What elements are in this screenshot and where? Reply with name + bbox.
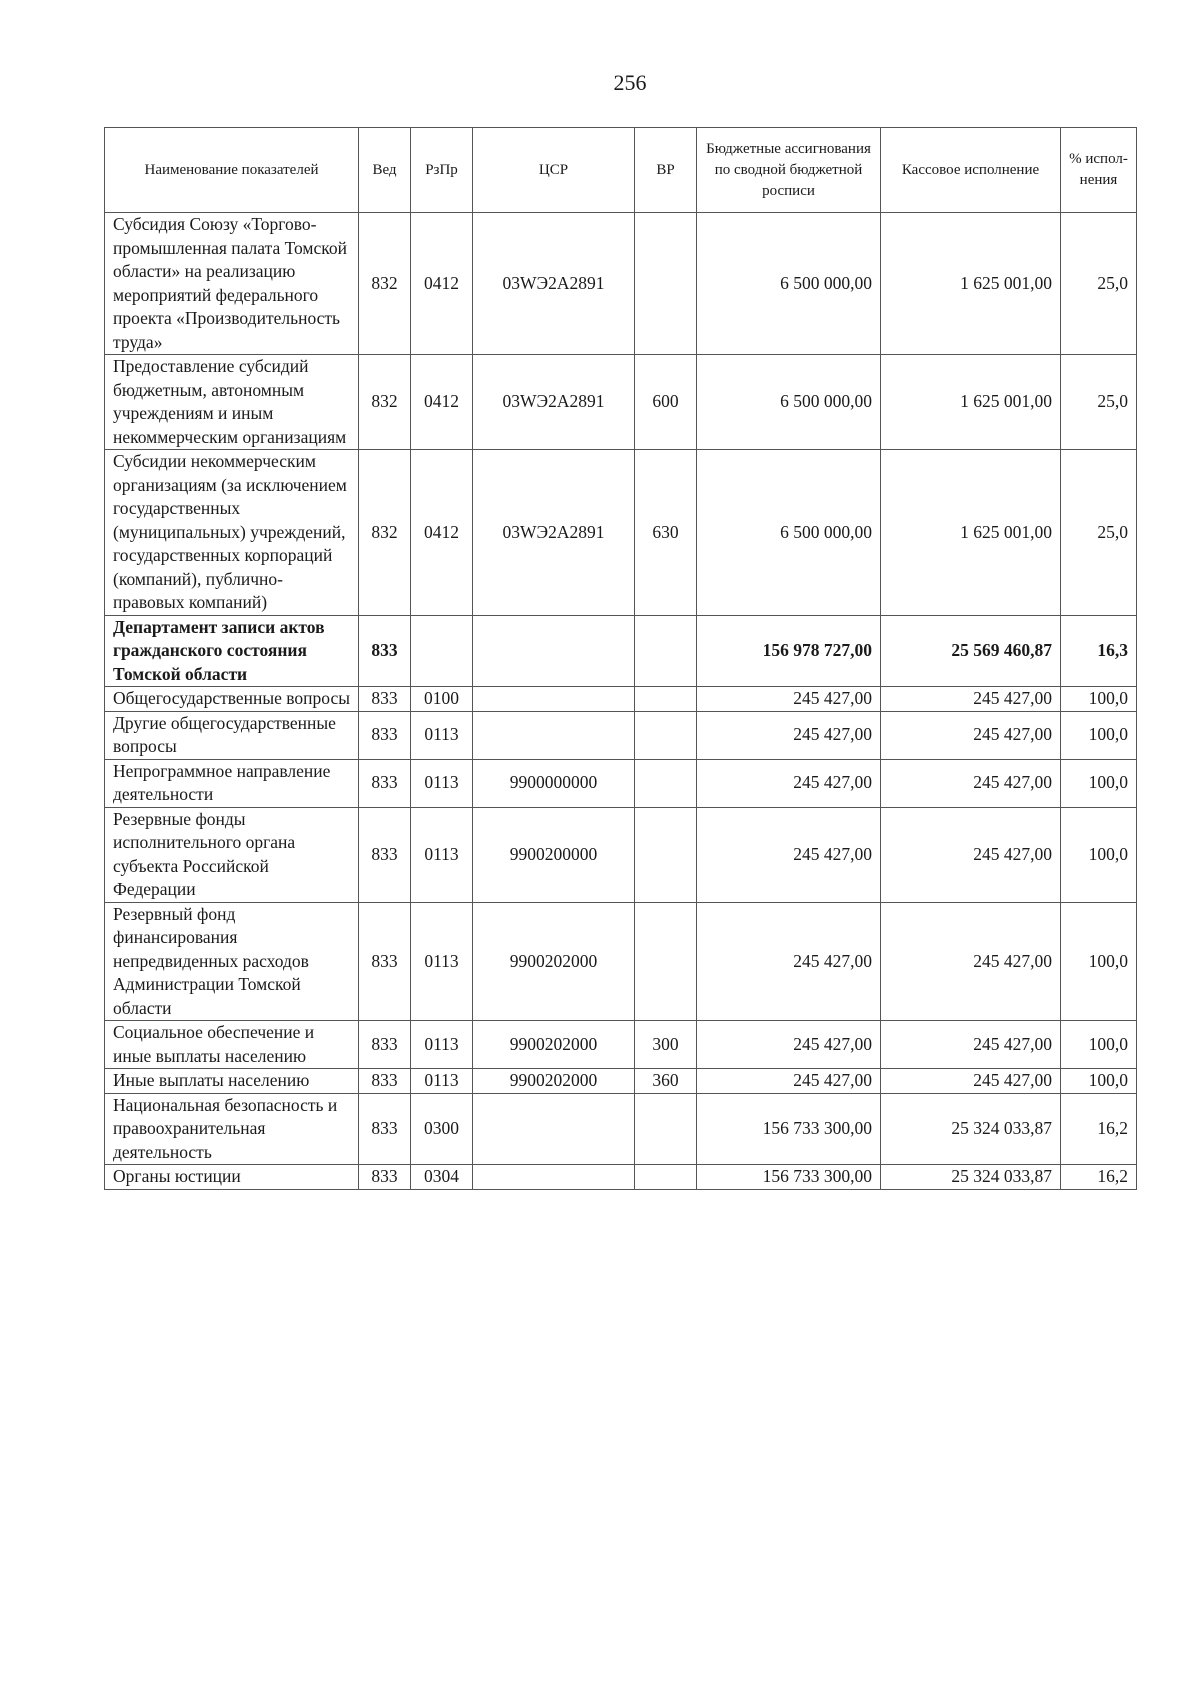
header-csr: ЦСР bbox=[473, 128, 635, 213]
row-pct-cell: 100,0 bbox=[1061, 807, 1137, 902]
header-ved: Вед bbox=[359, 128, 411, 213]
row-rzpr-cell: 0412 bbox=[411, 450, 473, 616]
row-budget-cell: 156 978 727,00 bbox=[697, 615, 881, 687]
row-budget-cell: 245 427,00 bbox=[697, 711, 881, 759]
row-ved-cell: 832 bbox=[359, 450, 411, 616]
row-pct-cell: 25,0 bbox=[1061, 355, 1137, 450]
table-row bbox=[105, 687, 1137, 712]
row-csr-cell bbox=[473, 687, 635, 712]
row-vr-cell: 630 bbox=[635, 450, 697, 616]
row-csr-cell bbox=[473, 615, 635, 687]
row-ved-cell: 833 bbox=[359, 687, 411, 712]
table-row bbox=[105, 1165, 1137, 1190]
row-vr-cell bbox=[635, 902, 697, 1021]
row-name-cell: Иные выплаты населению bbox=[105, 1069, 359, 1094]
row-name-cell: Общегосударственные вопросы bbox=[105, 687, 359, 712]
row-vr-cell bbox=[635, 615, 697, 687]
row-vr-cell bbox=[635, 687, 697, 712]
table-row bbox=[105, 450, 1137, 616]
row-name-cell: Национальная безопасность и правоохранительная деятельность bbox=[105, 1093, 359, 1165]
row-name-cell: Субсидия Союзу «Торгово-промышленная палата Томской области» на реализацию мероприятий федерального проекта «Производительность труда» bbox=[105, 213, 359, 355]
table-row bbox=[105, 1093, 1137, 1165]
row-pct-cell: 100,0 bbox=[1061, 687, 1137, 712]
row-cash-cell: 1 625 001,00 bbox=[881, 450, 1061, 616]
row-ved-cell: 833 bbox=[359, 759, 411, 807]
row-name-cell: Предоставление субсидий бюджетным, автономным учреждениям и иным некоммерческим организациям bbox=[105, 355, 359, 450]
row-budget-cell: 6 500 000,00 bbox=[697, 355, 881, 450]
row-budget-cell: 245 427,00 bbox=[697, 1069, 881, 1094]
row-pct-cell: 100,0 bbox=[1061, 759, 1137, 807]
row-name-cell: Непрограммное направление деятельности bbox=[105, 759, 359, 807]
row-csr-cell: 03WЭ2А2891 bbox=[473, 355, 635, 450]
header-rzpr: РзПр bbox=[411, 128, 473, 213]
table-row bbox=[105, 807, 1137, 902]
row-csr-cell: 03WЭ2А2891 bbox=[473, 213, 635, 355]
table-header-row bbox=[105, 128, 1137, 213]
header-cash: Кассовое исполнение bbox=[881, 128, 1061, 213]
row-budget-cell: 156 733 300,00 bbox=[697, 1165, 881, 1190]
row-ved-cell: 832 bbox=[359, 355, 411, 450]
row-ved-cell: 833 bbox=[359, 807, 411, 902]
row-cash-cell: 25 324 033,87 bbox=[881, 1093, 1061, 1165]
header-budget: Бюджетные ассигнования по сводной бюджетной росписи bbox=[697, 128, 881, 213]
row-rzpr-cell: 0412 bbox=[411, 213, 473, 355]
row-cash-cell: 245 427,00 bbox=[881, 1021, 1061, 1069]
row-cash-cell: 1 625 001,00 bbox=[881, 213, 1061, 355]
row-budget-cell: 245 427,00 bbox=[697, 902, 881, 1021]
row-name-cell: Органы юстиции bbox=[105, 1165, 359, 1190]
row-cash-cell: 245 427,00 bbox=[881, 687, 1061, 712]
row-pct-cell: 100,0 bbox=[1061, 711, 1137, 759]
row-name-cell: Другие общегосударственные вопросы bbox=[105, 711, 359, 759]
page-number: 256 bbox=[613, 70, 647, 95]
row-cash-cell: 1 625 001,00 bbox=[881, 355, 1061, 450]
row-rzpr-cell: 0113 bbox=[411, 1069, 473, 1094]
row-pct-cell: 25,0 bbox=[1061, 450, 1137, 616]
table-row bbox=[105, 759, 1137, 807]
row-pct-cell: 100,0 bbox=[1061, 902, 1137, 1021]
row-csr-cell: 9900000000 bbox=[473, 759, 635, 807]
row-ved-cell: 833 bbox=[359, 711, 411, 759]
row-cash-cell: 25 569 460,87 bbox=[881, 615, 1061, 687]
budget-execution-table bbox=[104, 127, 1137, 1190]
row-name-cell: Субсидии некоммерческим организациям (за исключением государственных (муниципальных) учреждений, государственных корпораций (компаний), публично-правовых компаний) bbox=[105, 450, 359, 616]
row-vr-cell bbox=[635, 807, 697, 902]
row-csr-cell: 9900200000 bbox=[473, 807, 635, 902]
row-vr-cell bbox=[635, 1093, 697, 1165]
row-vr-cell bbox=[635, 213, 697, 355]
row-rzpr-cell: 0113 bbox=[411, 759, 473, 807]
row-vr-cell: 360 bbox=[635, 1069, 697, 1094]
row-pct-cell: 16,2 bbox=[1061, 1093, 1137, 1165]
row-budget-cell: 156 733 300,00 bbox=[697, 1093, 881, 1165]
row-vr-cell bbox=[635, 711, 697, 759]
row-ved-cell: 833 bbox=[359, 615, 411, 687]
row-budget-cell: 6 500 000,00 bbox=[697, 450, 881, 616]
row-vr-cell bbox=[635, 1165, 697, 1190]
row-budget-cell: 245 427,00 bbox=[697, 1021, 881, 1069]
row-pct-cell: 100,0 bbox=[1061, 1069, 1137, 1094]
row-rzpr-cell bbox=[411, 615, 473, 687]
row-name-cell: Резервные фонды исполнительного органа субъекта Российской Федерации bbox=[105, 807, 359, 902]
row-name-cell: Резервный фонд финансирования непредвиденных расходов Администрации Томской области bbox=[105, 902, 359, 1021]
row-vr-cell bbox=[635, 759, 697, 807]
row-csr-cell: 9900202000 bbox=[473, 1069, 635, 1094]
row-rzpr-cell: 0113 bbox=[411, 711, 473, 759]
row-name-cell: Социальное обеспечение и иные выплаты населению bbox=[105, 1021, 359, 1069]
row-ved-cell: 833 bbox=[359, 1093, 411, 1165]
row-cash-cell: 245 427,00 bbox=[881, 711, 1061, 759]
table-row bbox=[105, 1069, 1137, 1094]
row-csr-cell bbox=[473, 1165, 635, 1190]
table-row bbox=[105, 355, 1137, 450]
row-ved-cell: 833 bbox=[359, 1069, 411, 1094]
row-vr-cell: 600 bbox=[635, 355, 697, 450]
row-rzpr-cell: 0113 bbox=[411, 1021, 473, 1069]
table-row bbox=[105, 615, 1137, 687]
row-cash-cell: 245 427,00 bbox=[881, 902, 1061, 1021]
row-pct-cell: 25,0 bbox=[1061, 213, 1137, 355]
row-rzpr-cell: 0113 bbox=[411, 807, 473, 902]
row-budget-cell: 245 427,00 bbox=[697, 759, 881, 807]
table-row bbox=[105, 213, 1137, 355]
header-pct: % испол-нения bbox=[1061, 128, 1137, 213]
row-ved-cell: 833 bbox=[359, 1165, 411, 1190]
row-cash-cell: 25 324 033,87 bbox=[881, 1165, 1061, 1190]
row-budget-cell: 245 427,00 bbox=[697, 687, 881, 712]
row-csr-cell: 03WЭ2А2891 bbox=[473, 450, 635, 616]
row-ved-cell: 833 bbox=[359, 1021, 411, 1069]
row-cash-cell: 245 427,00 bbox=[881, 759, 1061, 807]
row-csr-cell: 9900202000 bbox=[473, 1021, 635, 1069]
row-name-cell: Департамент записи актов гражданского состояния Томской области bbox=[105, 615, 359, 687]
row-pct-cell: 16,3 bbox=[1061, 615, 1137, 687]
row-rzpr-cell: 0100 bbox=[411, 687, 473, 712]
header-vr: ВР bbox=[635, 128, 697, 213]
row-vr-cell: 300 bbox=[635, 1021, 697, 1069]
row-pct-cell: 100,0 bbox=[1061, 1021, 1137, 1069]
row-ved-cell: 833 bbox=[359, 902, 411, 1021]
row-cash-cell: 245 427,00 bbox=[881, 1069, 1061, 1094]
row-csr-cell bbox=[473, 1093, 635, 1165]
row-rzpr-cell: 0300 bbox=[411, 1093, 473, 1165]
table-row bbox=[105, 902, 1137, 1021]
row-csr-cell bbox=[473, 711, 635, 759]
row-csr-cell: 9900202000 bbox=[473, 902, 635, 1021]
row-rzpr-cell: 0412 bbox=[411, 355, 473, 450]
row-pct-cell: 16,2 bbox=[1061, 1165, 1137, 1190]
row-budget-cell: 245 427,00 bbox=[697, 807, 881, 902]
table-row bbox=[105, 711, 1137, 759]
header-name: Наименование показателей bbox=[105, 128, 359, 213]
row-rzpr-cell: 0113 bbox=[411, 902, 473, 1021]
row-budget-cell: 6 500 000,00 bbox=[697, 213, 881, 355]
row-rzpr-cell: 0304 bbox=[411, 1165, 473, 1190]
table-row bbox=[105, 1021, 1137, 1069]
row-ved-cell: 832 bbox=[359, 213, 411, 355]
row-cash-cell: 245 427,00 bbox=[881, 807, 1061, 902]
